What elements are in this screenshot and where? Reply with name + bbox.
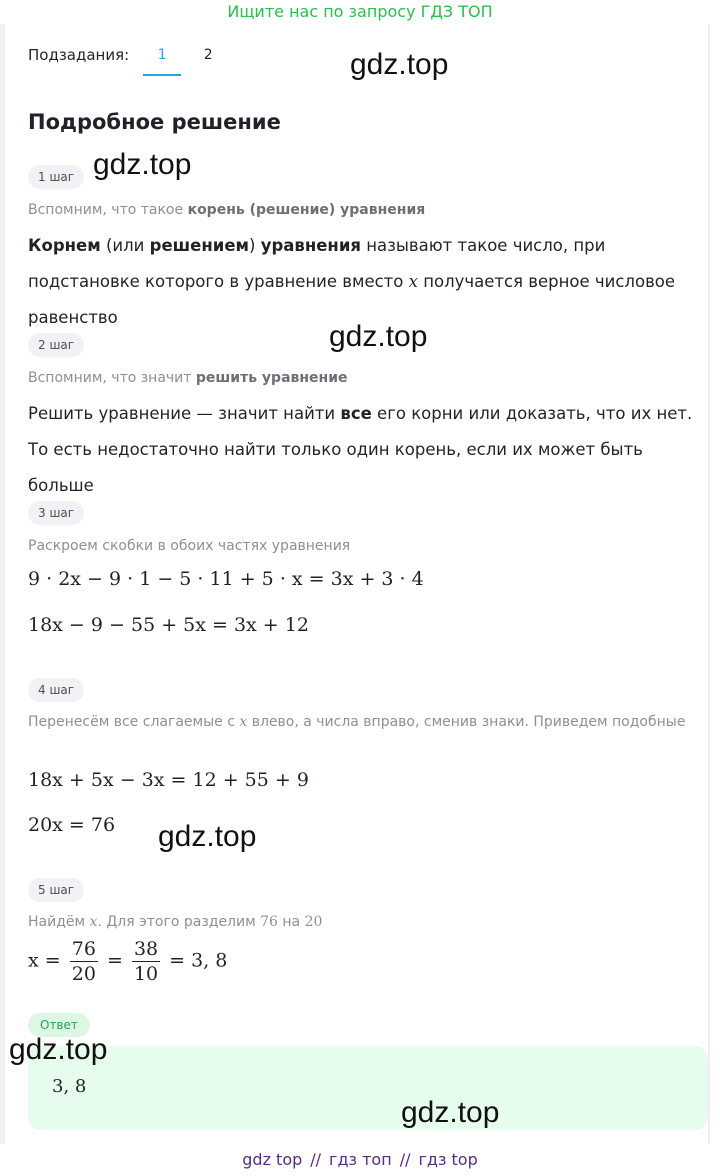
step-4-badge: 4 шаг [28,678,84,702]
step-1-hint: Вспомним, что такое корень (решение) уравнения [28,202,426,218]
fraction-38-10: $\frac{38}{10}$ [133,938,159,985]
right-rule [708,24,710,1144]
answer-box [28,1046,708,1130]
answer-badge: Ответ [28,1013,90,1037]
step-3-equation-1: 9 · 2x − 9 · 1 − 5 · 11 + 5 · x = 3x + 3 · 4 [28,568,424,590]
watermark: gdz.top [401,1096,500,1129]
step-3-badge: 3 шаг [28,501,84,525]
watermark: gdz.top [158,820,257,853]
step-4-equation-2: 20x = 76 [28,814,116,836]
step-4-hint: Перенесём все слагаемые с x влево, а числа вправо, сменив знаки. Приведем подобные [28,714,686,730]
footer-link-1[interactable]: gdz top [242,1150,303,1169]
footer-link-2[interactable]: гдз топ [329,1150,392,1169]
step-1-badge: 1 шаг [28,165,84,189]
step-3-hint: Раскроем скобки в обоих частях уравнения [28,538,351,554]
footer-separator: // [399,1150,411,1169]
subtasks-bar [28,44,235,78]
left-rule [0,24,5,1144]
step-2-badge: 2 шаг [28,333,84,357]
step-3-equation-2: 18x − 9 − 55 + 5x = 3x + 12 [28,614,309,636]
watermark: gdz.top [329,320,428,353]
step-1-text: Корнем (или решением) уравнения называют такое число, при подстановке которого в уравнение вместо x получается верное числовое равенство [28,236,676,327]
step-5-equation: x = $\frac{76}{20}$ = $\frac{38}{10}$ = 3, 8 [28,938,228,985]
subtask-tab-2[interactable]: 2 [203,47,213,63]
watermark: gdz.top [93,148,192,181]
footer-link-3[interactable]: гдз top [418,1150,478,1169]
section-title: Подробное решение [28,110,281,134]
footer [0,1150,720,1169]
top-banner: Ищите нас по запросу ГДЗ ТОП [227,2,493,21]
answer-value: 3, 8 [52,1076,87,1097]
step-2-hint: Вспомним, что значит решить уравнение [28,370,348,386]
step-5-hint: Найдём x. Для этого разделим 76 на 20 [28,914,323,930]
step-4-equation-1: 18x + 5x − 3x = 12 + 55 + 9 [28,769,309,791]
step-2-text: Решить уравнение — значит найти все его корни или доказать, что их нет. То есть недостаточно найти только один корень, если их может быть больше [28,404,693,495]
subtasks-label: Подзадания: [28,46,130,64]
watermark: gdz.top [350,48,449,81]
footer-separator: // [310,1150,322,1169]
step-5-badge: 5 шаг [28,878,84,902]
fraction-76-20: $\frac{76}{20}$ [71,938,96,985]
subtask-tab-1[interactable]: 1 [143,44,181,76]
watermark: gdz.top [9,1033,108,1066]
